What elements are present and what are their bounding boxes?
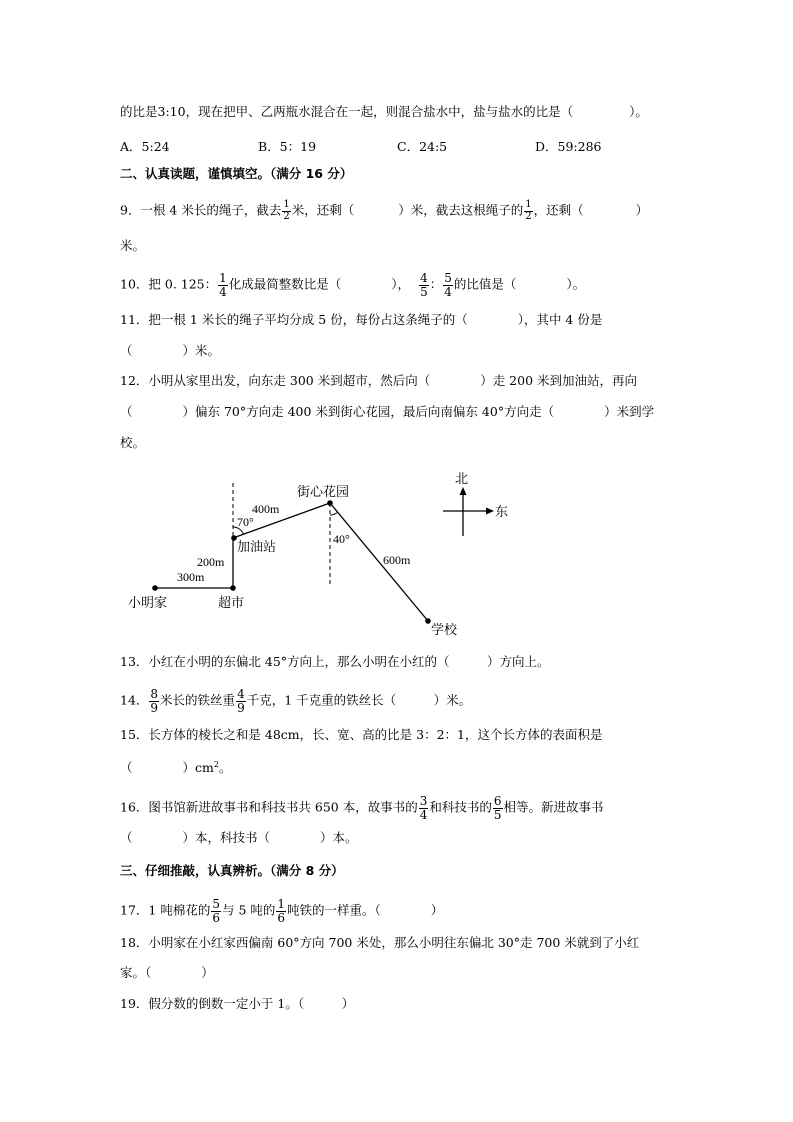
fraction-denominator: 4 (419, 807, 428, 822)
segment-park-to-school (330, 503, 428, 621)
label-distance-200: 200m (197, 555, 225, 569)
fraction-denominator: 2 (525, 210, 532, 222)
q15-text: （ ）cm (120, 760, 214, 776)
q15-line2 (120, 761, 231, 775)
q10-text: ）， (391, 276, 411, 292)
label-gas-station: 加油站 (237, 539, 277, 554)
fraction-numerator: 4 (420, 271, 428, 285)
q17-text: 17．1 吨棉花的 (120, 902, 211, 918)
fraction-numerator: 4 (237, 687, 245, 701)
q16-line2: （ ）本，科技书（ ）本。 (120, 830, 358, 845)
section-2-title: 二、认真读题，谨慎填空。（满分 16 分） (120, 166, 353, 181)
angle-arc-40 (330, 512, 338, 515)
q16-line1 (120, 795, 604, 821)
compass-label-north: 北 (455, 471, 469, 486)
label-home: 小明家 (128, 595, 168, 610)
q12-line2: （ ）偏东 70°方向走 400 米到街心花园，最后向南偏东 40°方向走（ ）米到学 (120, 404, 655, 419)
label-school: 学校 (431, 622, 458, 637)
q17-fraction-1 (211, 898, 221, 924)
q14-line1 (120, 688, 471, 714)
point-school (425, 618, 431, 624)
q16-text: 16．图书馆新进故事书和科技书共 650 本，故事书的 (120, 799, 418, 815)
label-distance-300: 300m (177, 570, 205, 584)
fraction-denominator: 6 (277, 910, 286, 925)
q14-text: 千克，1 千克重的铁丝长（ ）米。 (246, 692, 472, 708)
label-angle-70: 70° (237, 515, 254, 529)
q9-text: 9．一根 4 米长的绳子，截去 (120, 202, 282, 218)
fraction-numerator: 5 (212, 897, 220, 911)
label-distance-600: 600m (383, 553, 411, 567)
q11-line2: （ ）米。 (120, 343, 221, 358)
q17-text: 与 5 吨的 (221, 902, 276, 918)
fraction-numerator: 1 (283, 199, 290, 210)
fraction-denominator: 6 (212, 910, 220, 925)
fraction-numerator: 8 (150, 687, 159, 701)
fraction-denominator: 2 (283, 210, 290, 222)
q8-option-b[interactable]: B．5：19 (258, 139, 317, 154)
q16-text: 相等。新进故事书 (503, 799, 604, 815)
label-angle-40: 40° (333, 532, 350, 546)
compass-north-arrow-icon (460, 487, 467, 495)
q10-text: 化成最简整数比是（ (228, 276, 342, 292)
q9-text: ） (635, 202, 649, 218)
q9-line2: 米。 (120, 238, 146, 253)
fraction-numerator: 1 (219, 271, 227, 285)
compass-label-east: 东 (495, 504, 509, 519)
q14-text: 米长的铁丝重 (160, 692, 236, 708)
fraction-numerator: 1 (525, 199, 532, 210)
q11-line1: 11．把一根 1 米长的绳子平均分成 5 份，每份占这条绳子的（ ），其中 4 份是 (120, 312, 603, 327)
point-park (327, 500, 333, 506)
q17-text: 吨铁的一样重。（ ） (287, 902, 444, 918)
q10-text: 10．把 0. 125： (120, 276, 218, 292)
q12-line3: 校。 (120, 435, 146, 450)
q16-fraction-1 (419, 795, 429, 821)
q10-colon: ： (429, 276, 443, 292)
point-supermarket (230, 585, 236, 591)
q14-fraction-2 (236, 688, 246, 714)
q17-line1 (120, 898, 443, 924)
label-park: 街心花园 (297, 484, 350, 499)
q12-line1: 12．小明从家里出发，向东走 300 米到超市，然后向（ ）走 200 米到加油站，再向 (120, 373, 638, 388)
q8-option-a[interactable]: A．5:24 (120, 139, 170, 154)
q8-option-c[interactable]: C．24:5 (397, 139, 448, 154)
q10-text: 的比值是（ (453, 276, 517, 292)
q13-line1: 13．小红在小明的东偏北 45°方向上，那么小明在小红的（ ）方向上。 (120, 654, 550, 669)
q14-fraction-1 (149, 688, 159, 714)
q8-option-d[interactable]: D．59:286 (535, 139, 602, 154)
q8-text-after: ）。 (629, 104, 648, 119)
q10-text: ）。 (566, 276, 586, 292)
q15-superscript: 2 (213, 760, 219, 769)
compass-east-arrow-icon (486, 508, 494, 515)
q18-line1: 18．小明家在小红家西偏南 60°方向 700 米处，那么小明往东偏北 30°走 700 米就到了小红 (120, 935, 640, 950)
q19-line1: 19．假分数的倒数一定小于 1。（ ） (120, 996, 355, 1011)
q15-text: 。 (218, 760, 232, 776)
fraction-numerator: 1 (277, 897, 286, 911)
fraction-denominator: 5 (493, 807, 502, 822)
fraction-denominator: 4 (444, 284, 452, 299)
compass (443, 471, 508, 536)
fraction-denominator: 9 (237, 700, 245, 715)
fraction-denominator: 4 (219, 284, 227, 299)
fraction-numerator: 6 (493, 794, 502, 808)
q9-text: ，还剩（ (533, 202, 584, 218)
q9-text: ）米，截去这根绳子的 (398, 202, 524, 218)
q14-text: 14． (120, 692, 149, 708)
q9-text: 米，还剩（ (291, 202, 355, 218)
label-distance-400: 400m (252, 502, 280, 516)
label-supermarket: 超市 (218, 595, 245, 610)
fraction-numerator: 5 (444, 271, 452, 285)
q17-fraction-2 (276, 898, 286, 924)
fraction-denominator: 5 (420, 284, 428, 299)
q18-line2: 家。（ ） (120, 965, 214, 980)
q8-text-before: 的比是3:10，现在把甲、乙两瓶水混合在一起，则混合盐水中，盐与盐水的比是（ (120, 104, 574, 119)
fraction-numerator: 3 (419, 794, 428, 808)
section-3-title: 三、仔细推敲，认真辨析。（满分 8 分） (120, 863, 344, 878)
q15-line1: 15．长方体的棱长之和是 48cm，长、宽、高的比是 3：2：1，这个长方体的表面积是 (120, 727, 603, 742)
q16-text: 和科技书的 (429, 799, 492, 815)
point-gas-station (231, 535, 237, 541)
fraction-denominator: 9 (150, 700, 159, 715)
q16-fraction-2 (493, 795, 503, 821)
point-home (152, 585, 158, 591)
